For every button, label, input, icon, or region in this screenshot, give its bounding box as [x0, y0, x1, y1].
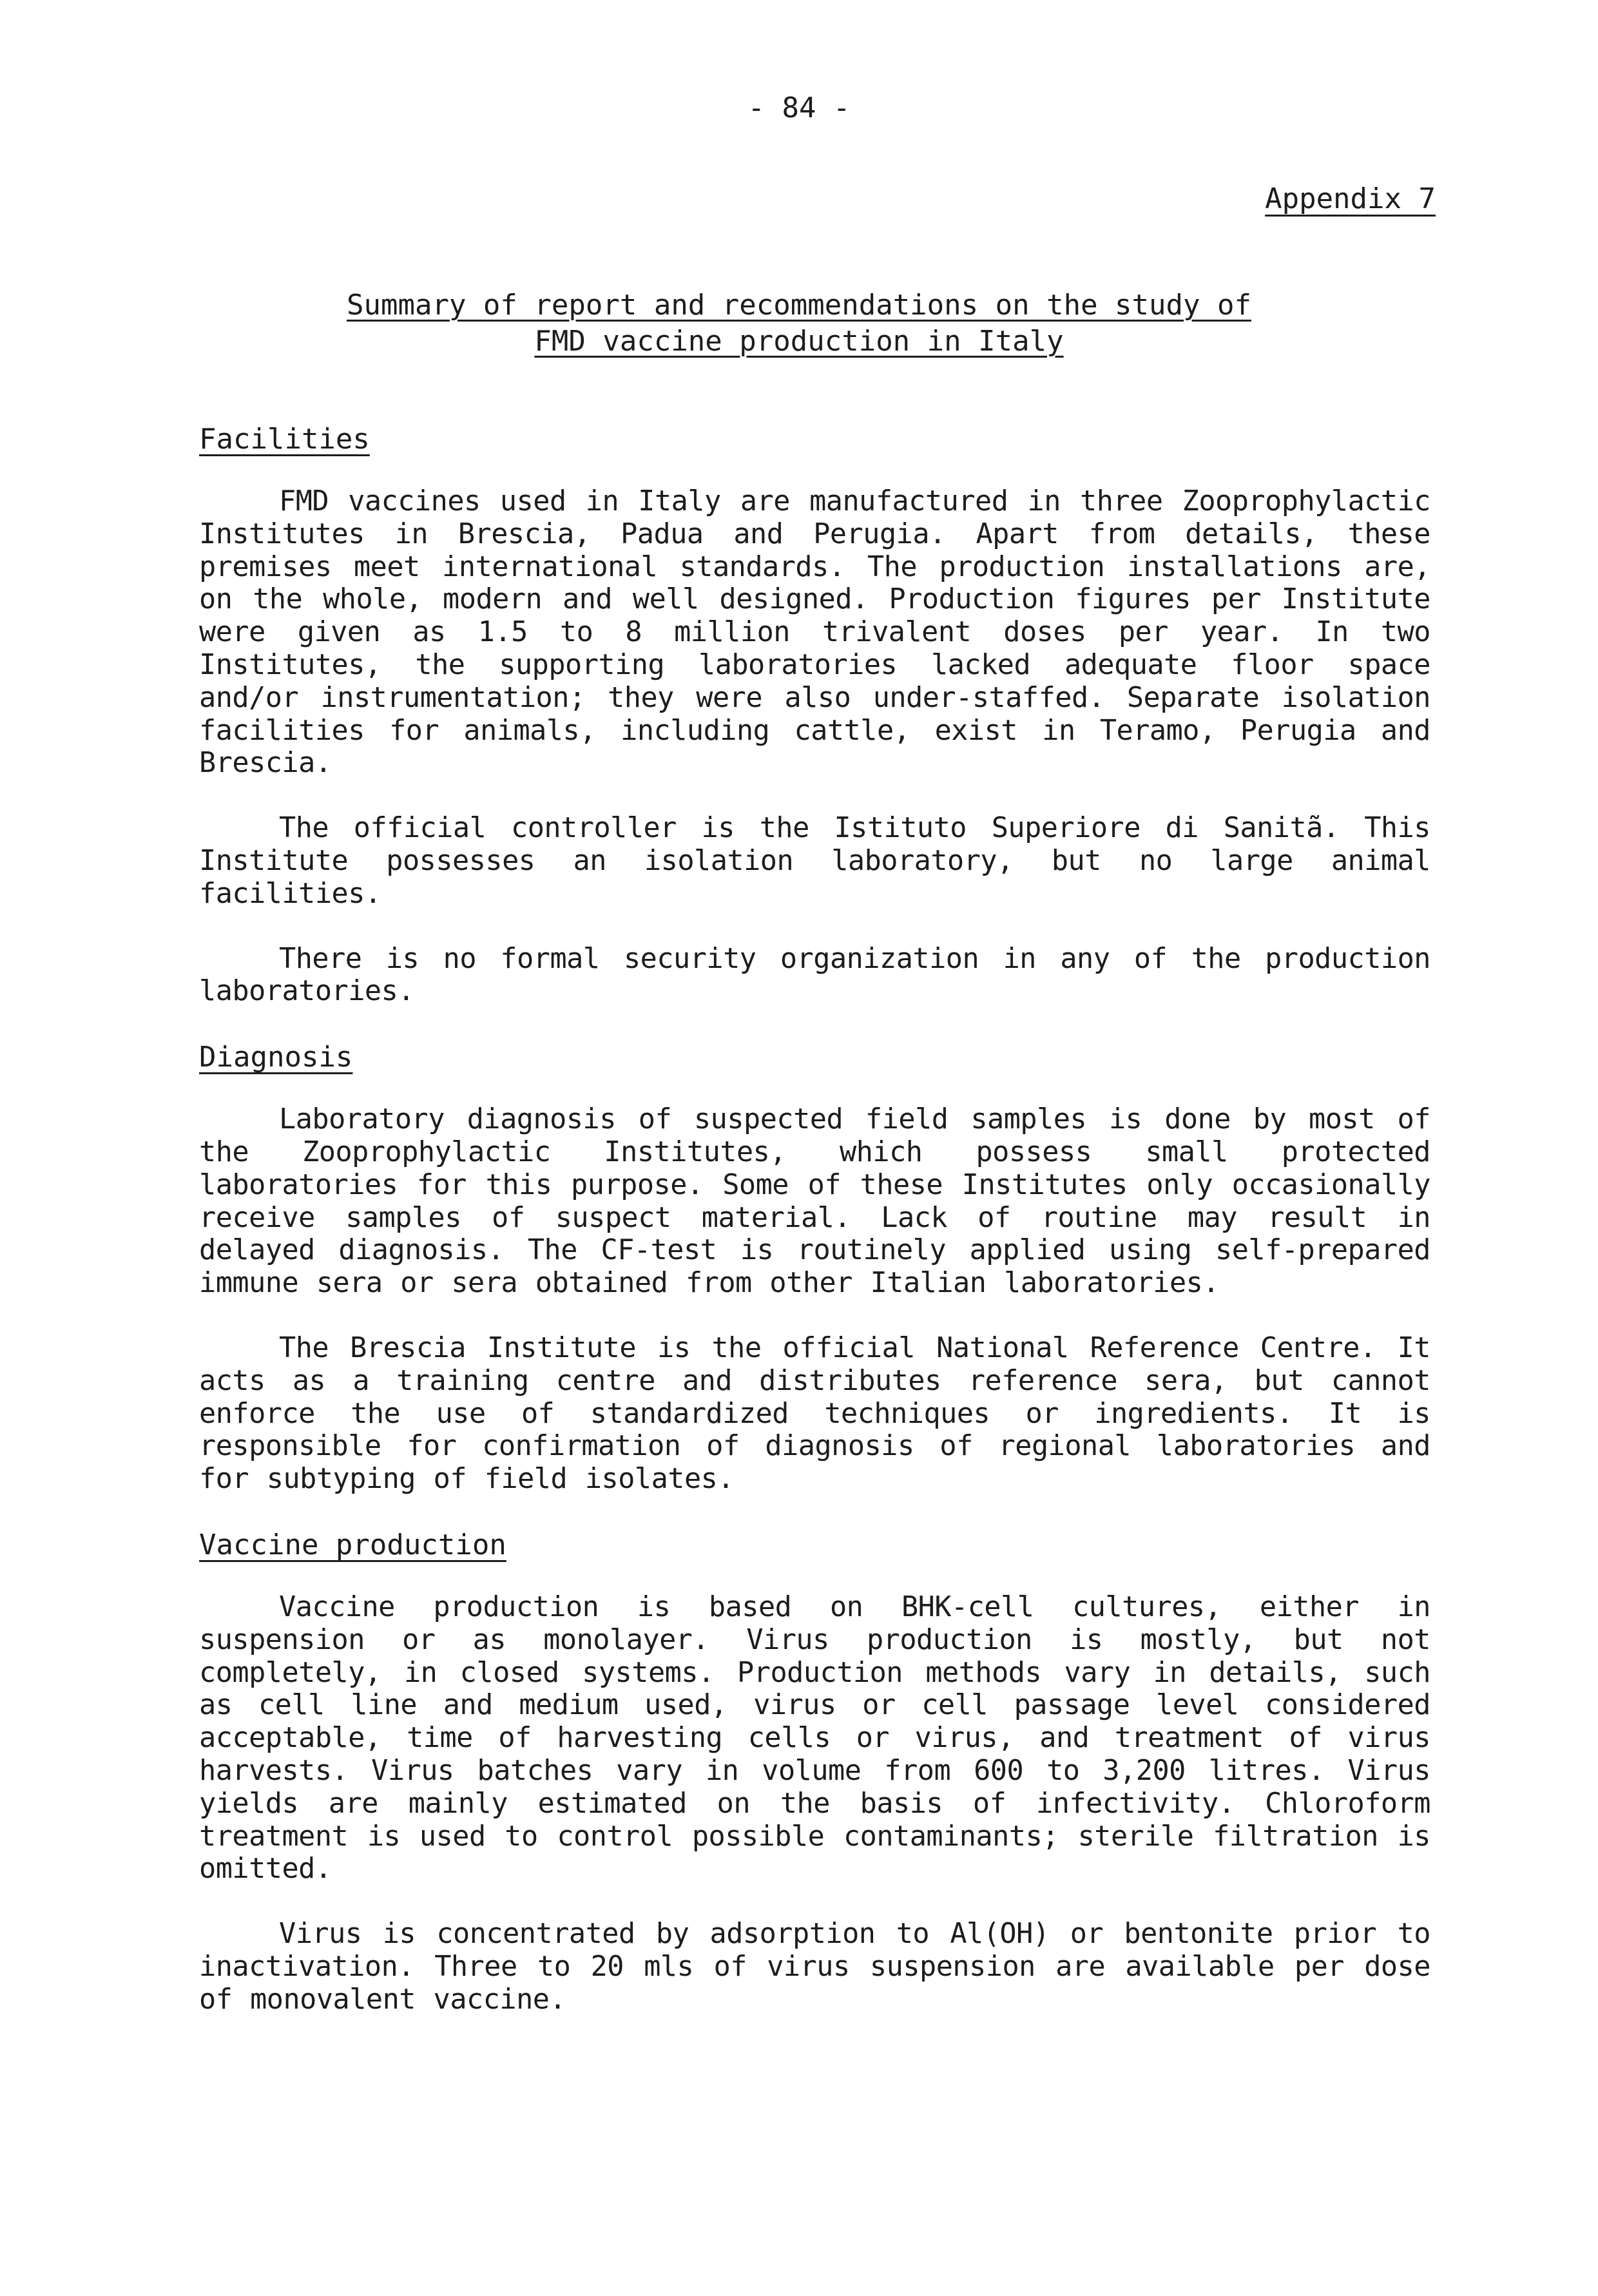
section-diagnosis — [199, 1040, 1430, 1496]
section-heading-diagnosis: Diagnosis — [199, 1041, 353, 1074]
paragraph: Vaccine production is based on BHK-cell cultures, either in suspension or as monolayer. Virus production is mostly, but not completely, in closed systems. Production methods vary in details, such as cell line and medium used, virus or cell passage level considered acceptable, time of harvesting cells or virus, and treatment of virus harvests. Virus batches vary in volume from 600 to 3,200 litres. Virus yields are mainly estimated on the basis of infectivity. Chloroform treatment is used to control possible contaminants; sterile filtration is omitted. — [199, 1590, 1430, 1886]
appendix-label: Appendix 7 — [1265, 182, 1436, 215]
paragraph: Laboratory diagnosis of suspected field samples is done by most of the Zooprophylactic Institutes, which possess small protected laboratories for this purpose. Some of these Institutes only occasionally receive samples of suspect material. Lack of routine may result in delayed diagnosis. The CF-test is routinely applied using self-prepared immune sera or sera obtained from other Italian laboratories. — [199, 1103, 1430, 1300]
paragraph: Virus is concentrated by adsorption to Al(OH) or bentonite prior to inactivation. Three to 20 mls of virus suspension are available per dose of monovalent vaccine. — [199, 1918, 1430, 2016]
document-title — [0, 287, 1598, 360]
paragraph: The Brescia Institute is the official National Reference Centre. It acts as a training centre and distributes reference sera, but cannot enforce the use of standardized techniques or ingredients. It is responsible for confirmation of diagnosis of regional laboratories and for subtyping of field isolates. — [199, 1331, 1430, 1496]
paragraph: The official controller is the Istituto Superiore di Sanitã. This Institute possesses an isolation laboratory, but no large animal facilities. — [199, 812, 1430, 910]
paragraph: There is no formal security organization in any of the production laboratories. — [199, 942, 1430, 1008]
section-facilities — [199, 422, 1430, 1008]
page-number: - 84 - — [747, 92, 851, 124]
document-body — [199, 422, 1430, 2048]
section-heading-vaccine-production: Vaccine production — [199, 1528, 506, 1561]
section-heading-facilities: Facilities — [199, 423, 370, 456]
title-line-1-text: Summary of report and recommendations on the study of — [347, 289, 1251, 322]
paragraph: FMD vaccines used in Italy are manufactured in three Zooprophylactic Institutes in Brescia, Padua and Perugia. Apart from details, these premises meet international standards. The production installations are, on the whole, modern and well designed. Production figures per Institute were given as 1.5 to 8 million trivalent doses per year. In two Institutes, the supporting laboratories lacked adequate floor space and/or instrumentation; they were also under-staffed. Separate isolation facilities for animals, including cattle, exist in Teramo, Perugia and Brescia. — [199, 485, 1430, 780]
title-line-1 — [0, 287, 1598, 323]
section-vaccine-production — [199, 1528, 1430, 2016]
title-line-2-text: FMD vaccine production in Italy — [534, 325, 1064, 358]
title-line-2 — [0, 323, 1598, 360]
